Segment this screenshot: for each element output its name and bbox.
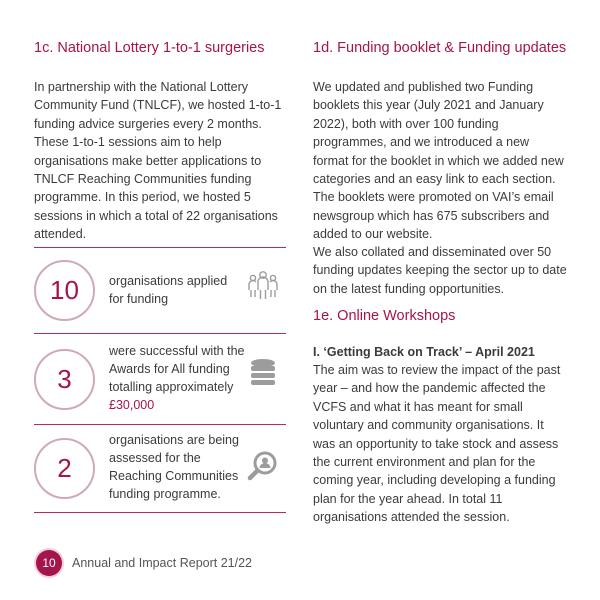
stat-number-circle: 10 bbox=[34, 260, 95, 321]
divider bbox=[34, 333, 286, 334]
stat-description: organisations are being assessed for the Reaching Communities funding programme. bbox=[109, 433, 239, 501]
divider bbox=[34, 512, 286, 513]
divider bbox=[34, 247, 286, 248]
section-heading-online-workshops: 1e. Online Workshops bbox=[313, 308, 456, 324]
report-title: Annual and Impact Report 21/22 bbox=[72, 556, 252, 570]
workshop-title: I. ‘Getting Back on Track’ – April 2021 bbox=[313, 345, 535, 359]
stat-description: were successful with the Awards for All funding totalling approximately bbox=[109, 344, 245, 394]
stat-assessed bbox=[34, 430, 286, 508]
stat-amount: £30,000 bbox=[109, 398, 155, 412]
page-number-badge: 10 bbox=[36, 550, 62, 576]
surgeries-paragraph: In partnership with the National Lottery Community Fund (TNLCF), we hosted 1-to-1 funding advice surgeries every 2 months. These 1-to-1 sessions aim to help organisations make better applications to TNLCF Reaching Communities funding programme. In this period, we hosted 5 sessions in which a total of 22 organisations attended. bbox=[34, 80, 282, 242]
section-heading-surgeries: 1c. National Lottery 1-to-1 surgeries bbox=[34, 40, 265, 56]
divider bbox=[34, 424, 286, 425]
coin-stack-icon bbox=[246, 357, 280, 391]
section-heading-funding-booklet: 1d. Funding booklet & Funding updates bbox=[313, 40, 567, 56]
workshop-paragraph: The aim was to review the impact of the past year – and how the pandemic affected the VCFS and what it has meant for small voluntary and community organisations. It was an opportunity to take stock and assess the current environment and plan for the coming year, including developing a funding plan for the year ahead. In total 11 organisations attended the session. bbox=[313, 363, 561, 525]
stat-description: organisations applied for funding bbox=[109, 274, 228, 306]
booklet-paragraph: We updated and published two Funding booklets this year (July 2021 and January 2022), both with over 100 funding programmes, and we introduced a new format for the booklet in which we added new categories and an easy link to each section. The booklets were promoted on VAI’s email newsgroup which has 675 subscribers and added to our website. bbox=[313, 80, 564, 242]
search-person-icon bbox=[246, 450, 280, 484]
stat-number-circle: 3 bbox=[34, 349, 95, 410]
stat-successful bbox=[34, 339, 286, 417]
page-footer bbox=[36, 550, 252, 576]
updates-paragraph: We also collated and disseminated over 50 funding updates keeping the sector up to date on the latest funding opportunities. bbox=[313, 245, 567, 296]
stat-applied bbox=[34, 255, 286, 333]
people-group-icon bbox=[246, 268, 280, 302]
stat-number-circle: 2 bbox=[34, 438, 95, 499]
